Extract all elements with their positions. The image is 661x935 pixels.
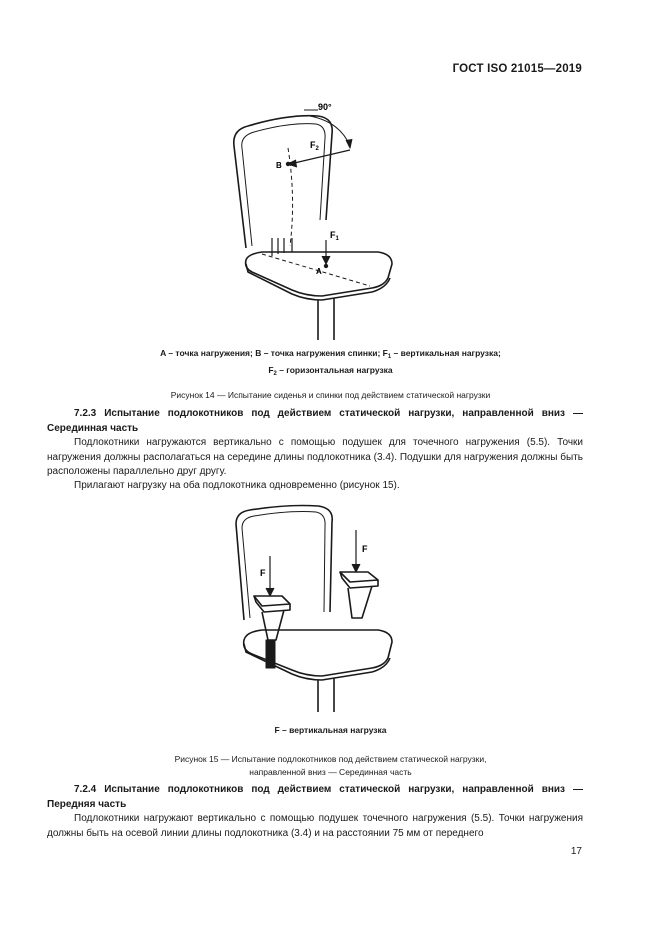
figure-14-caption: Рисунок 14 — Испытание сиденья и спинки под действием статической нагрузки xyxy=(170,390,491,400)
point-a-marker xyxy=(324,264,328,268)
figure-14-drawing xyxy=(0,88,661,343)
figure-15-caption-line-2: направленной вниз — Серединная часть xyxy=(249,767,412,777)
label-f-right: F xyxy=(362,544,368,554)
figure-15 xyxy=(0,500,661,715)
document-header: ГОСТ ISO 21015—2019 xyxy=(452,63,582,75)
label-f1: $F_1$ xyxy=(330,230,339,242)
figure-15-caption-line-1: Рисунок 15 — Испытание подлокотников под действием статической нагрузки, xyxy=(174,754,487,764)
label-f2: $F_2$ xyxy=(310,140,319,152)
label-f-left: F xyxy=(260,568,266,578)
page-number: 17 xyxy=(570,846,582,857)
section-7-2-4-heading: 7.2.4 Испытание подлокотников под действием статической нагрузки, направленной вниз — Передняя часть xyxy=(47,784,583,810)
figure-14-legend-line-2: $F_2$ – горизонтальная нагрузка xyxy=(268,365,393,377)
figure-14-legend xyxy=(0,347,661,381)
section-7-2-3-paragraph-1: Подлокотники нагружаются вертикально с помощью подушек для точечного нагружения (5.5). Точки нагружения должны располагаться на середине длины подлокотника (3.4). Подушки для нагружения должны быть расположены параллельно друг другу. xyxy=(47,437,583,477)
figure-15-caption xyxy=(0,753,661,779)
figure-14-legend-line-1: A – точка нагружения; B – точка нагружения спинки; $F_1$ – вертикальная нагрузка; xyxy=(160,348,501,360)
label-a: A xyxy=(316,267,322,276)
figure-15-legend: F – вертикальная нагрузка xyxy=(274,725,387,735)
section-7-2-4-paragraph-1: Подлокотники нагружают вертикально с помощью подушек точечного нагружения (5.5). Точки нагружения должны быть на осевой линии длины подлокотника (3.4) и на расстоянии 75 мм от переднего xyxy=(47,813,583,839)
figure-14 xyxy=(0,88,661,343)
label-b: B xyxy=(276,161,282,170)
figure-15-drawing xyxy=(0,500,661,715)
section-7-2-3-heading: 7.2.3 Испытание подлокотников под действием статической нагрузки, направленной вниз — Серединная часть xyxy=(47,408,583,434)
point-b-marker xyxy=(286,162,290,166)
section-7-2-3-paragraph-2: Прилагают нагрузку на оба подлокотника одновременно (рисунок 15). xyxy=(74,480,400,491)
angle-label: 90° xyxy=(318,102,332,112)
